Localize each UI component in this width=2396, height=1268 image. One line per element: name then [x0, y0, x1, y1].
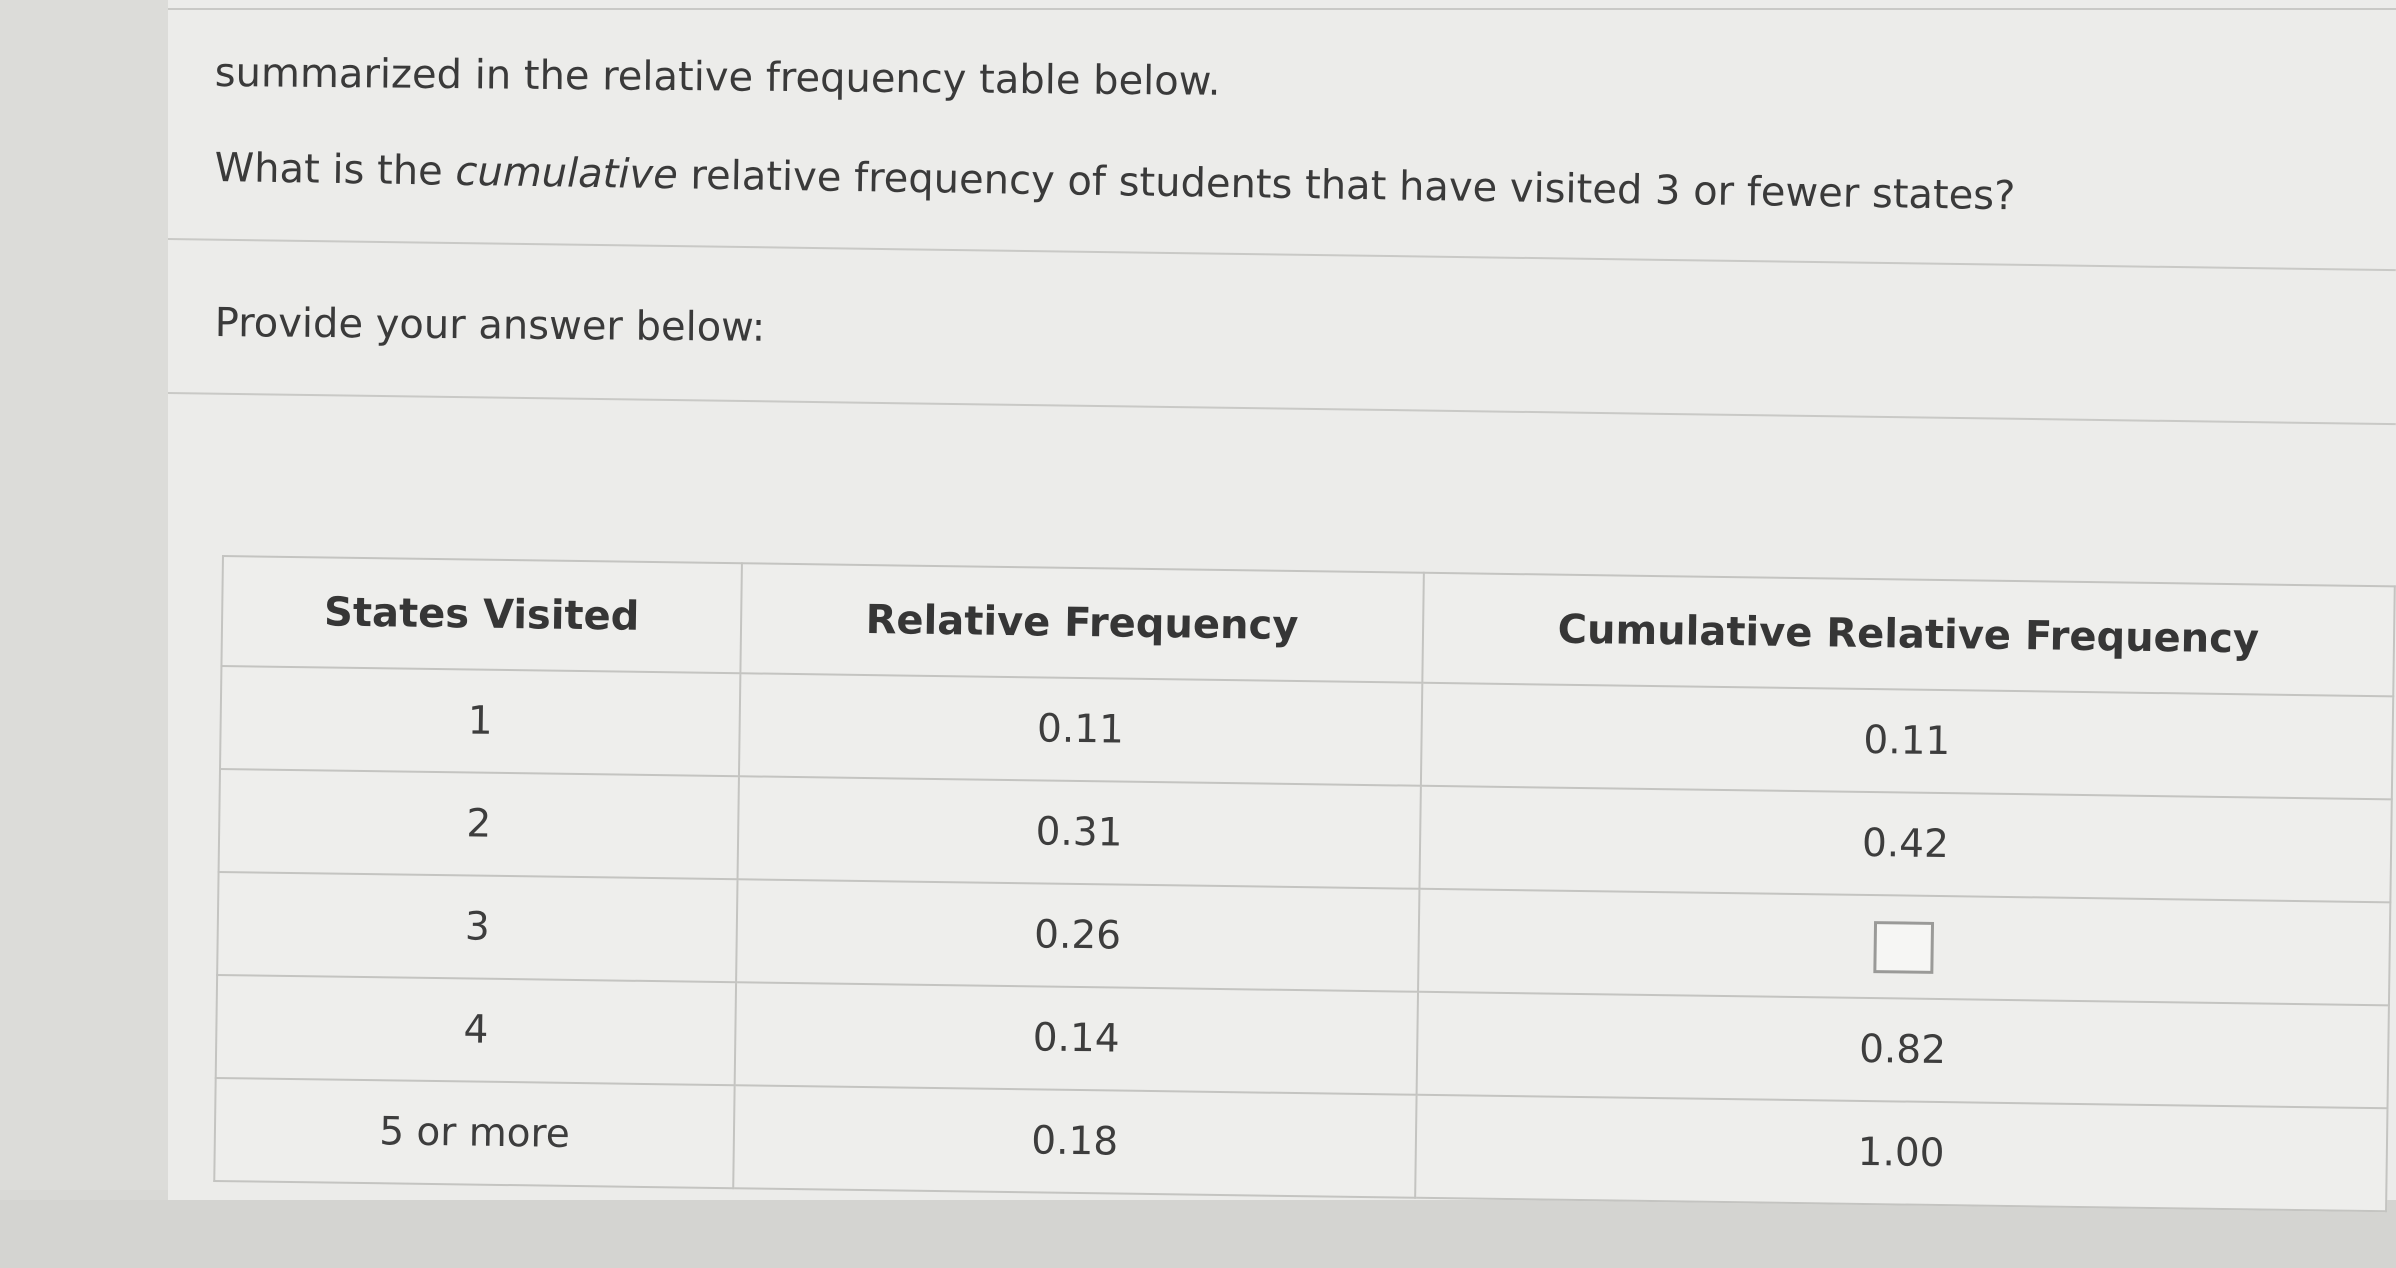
answer-input-box[interactable] — [1874, 921, 1935, 974]
cell-cumulative: 1.00 — [1415, 1095, 2388, 1212]
cell-states: 4 — [216, 975, 736, 1085]
cell-cumulative: 0.11 — [1421, 683, 2394, 800]
header-cumulative-relative-frequency: Cumulative Relative Frequency — [1422, 573, 2395, 697]
cell-cumulative: 0.42 — [1419, 786, 2392, 903]
header-relative-frequency: Relative Frequency — [741, 563, 1424, 683]
cell-relative: 0.18 — [733, 1085, 1416, 1198]
frequency-table — [213, 555, 2396, 1212]
cell-states: 5 or more — [214, 1078, 734, 1188]
left-gutter — [0, 0, 168, 1190]
cell-states: 2 — [219, 769, 739, 879]
intro-text: summarized in the relative frequency table below. — [214, 50, 1221, 105]
divider-top — [168, 8, 2396, 10]
cell-relative: 0.14 — [735, 982, 1418, 1095]
cell-cumulative-answer — [1418, 889, 2391, 1006]
question-suffix: relative frequency of students that have visited 3 or fewer states? — [677, 152, 2016, 220]
bottom-strip — [0, 1200, 2396, 1268]
cell-states: 1 — [220, 666, 740, 776]
cell-relative: 0.11 — [739, 673, 1422, 786]
cell-relative: 0.26 — [736, 879, 1419, 992]
question-emphasis: cumulative — [455, 148, 679, 199]
header-states-visited: States Visited — [221, 556, 742, 673]
cell-cumulative: 0.82 — [1416, 992, 2389, 1109]
cell-states: 3 — [217, 872, 737, 982]
cell-relative: 0.31 — [738, 776, 1421, 889]
answer-prompt: Provide your answer below: — [214, 300, 766, 351]
question-prefix: What is the — [214, 145, 456, 195]
frequency-table-wrapper — [213, 555, 2396, 1212]
